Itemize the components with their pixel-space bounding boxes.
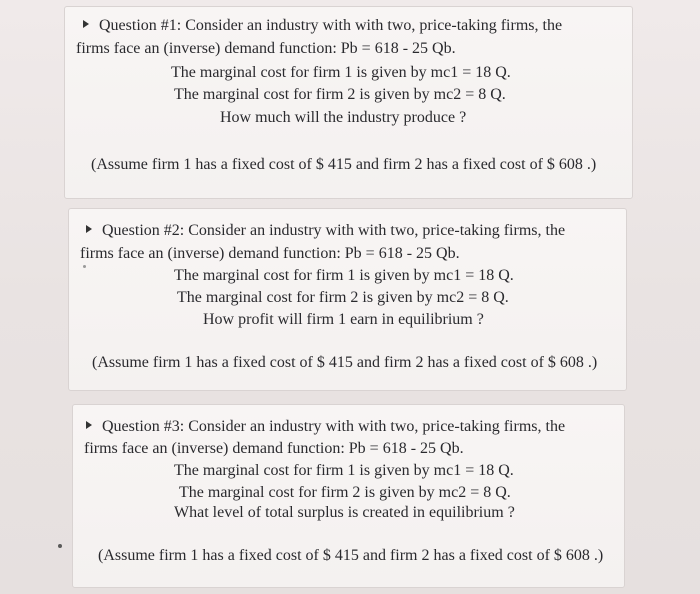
question-prompt: What level of total surplus is created in equilibrium ? bbox=[174, 504, 515, 521]
question-line-4: The marginal cost for firm 2 is given by mc2 = 8 Q. bbox=[179, 484, 511, 501]
question-line-2: firms face an (inverse) demand function: Pb = 618 - 25 Qb. bbox=[84, 440, 464, 457]
question-card-1 bbox=[64, 6, 633, 199]
question-line-1: Question #2: Consider an industry with with two, price-taking firms, the bbox=[102, 222, 566, 239]
question-heading[interactable] bbox=[86, 221, 565, 241]
question-line-1: Question #1: Consider an industry with with two, price-taking firms, the bbox=[99, 17, 563, 34]
question-line-2: firms face an (inverse) demand function: Pb = 618 - 25 Qb. bbox=[76, 40, 456, 57]
question-line-3: The marginal cost for firm 1 is given by mc1 = 18 Q. bbox=[174, 462, 514, 479]
question-prompt: How profit will firm 1 earn in equilibrium ? bbox=[203, 311, 484, 328]
fixed-cost-note: (Assume firm 1 has a fixed cost of $ 415 and firm 2 has a fixed cost of $ 608 .) bbox=[91, 156, 597, 173]
question-heading[interactable] bbox=[83, 16, 562, 36]
question-heading[interactable] bbox=[86, 417, 565, 437]
question-line-4: The marginal cost for firm 2 is given by mc2 = 8 Q. bbox=[177, 289, 509, 306]
question-line-2: firms face an (inverse) demand function: Pb = 618 - 25 Qb. bbox=[80, 245, 460, 262]
fixed-cost-note: (Assume firm 1 has a fixed cost of $ 415 and firm 2 has a fixed cost of $ 608 .) bbox=[92, 354, 598, 371]
expand-triangle-icon[interactable] bbox=[86, 225, 92, 233]
question-line-3: The marginal cost for firm 1 is given by mc1 = 18 Q. bbox=[174, 267, 514, 284]
expand-triangle-icon[interactable] bbox=[83, 20, 89, 28]
question-line-3: The marginal cost for firm 1 is given by mc1 = 18 Q. bbox=[171, 64, 511, 81]
question-card-2 bbox=[68, 208, 627, 391]
question-card-3 bbox=[72, 404, 625, 588]
screen-fleck bbox=[83, 265, 86, 268]
screen-fleck bbox=[58, 544, 62, 548]
question-line-4: The marginal cost for firm 2 is given by mc2 = 8 Q. bbox=[174, 86, 506, 103]
expand-triangle-icon[interactable] bbox=[86, 421, 92, 429]
question-prompt: How much will the industry produce ? bbox=[220, 109, 467, 126]
question-line-1: Question #3: Consider an industry with with two, price-taking firms, the bbox=[102, 418, 566, 435]
fixed-cost-note: (Assume firm 1 has a fixed cost of $ 415 and firm 2 has a fixed cost of $ 608 .) bbox=[98, 547, 604, 564]
